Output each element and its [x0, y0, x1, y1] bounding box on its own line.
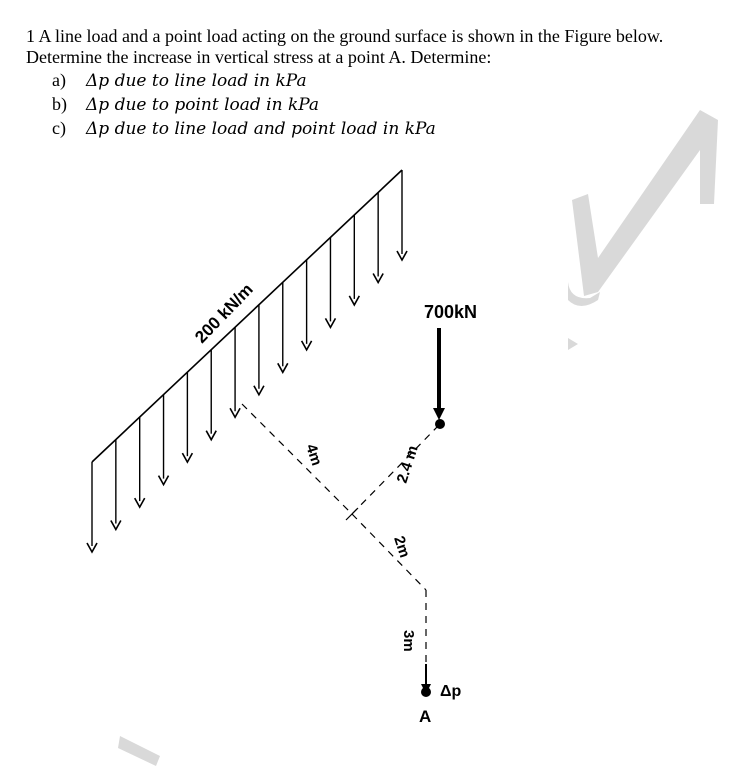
delta-p-label: Δp: [440, 683, 462, 700]
line-load-top-line: [92, 170, 402, 462]
part-a: a) Δp due to line load in kPa: [52, 70, 307, 91]
dashed-2-4m: [352, 424, 440, 514]
part-b: b) Δp due to point load in kPa: [52, 94, 320, 115]
dim-3m-label: 3m: [400, 630, 417, 652]
point-load-label: 700kN: [424, 302, 478, 322]
point-a: [421, 664, 431, 697]
question-line-1: 1 A line load and a point load acting on the ground surface is shown in the Figure below.: [26, 26, 664, 46]
point-load: [433, 328, 445, 429]
watermark: [118, 110, 718, 766]
dashed-4m: [242, 404, 352, 514]
dim-2m-label: 2m: [390, 533, 414, 560]
dim-4m-label: 4m: [302, 441, 326, 468]
dashed-2m: [352, 514, 426, 590]
line-load-arrows: [87, 170, 407, 552]
line-load-label: 200 kN/m: [191, 279, 257, 347]
point-a-label: A: [419, 707, 432, 726]
question-line-2: Determine the increase in vertical stress at a point A. Determine:: [26, 47, 492, 67]
dim-2-4m-label: 2.4 m: [393, 443, 422, 486]
point-a-node: [421, 687, 431, 697]
point-load-arrowhead: [433, 408, 445, 420]
line-load: [87, 170, 407, 552]
point-load-node: [435, 419, 445, 429]
part-c: c) Δp due to line load and point load in kPa: [52, 118, 436, 139]
